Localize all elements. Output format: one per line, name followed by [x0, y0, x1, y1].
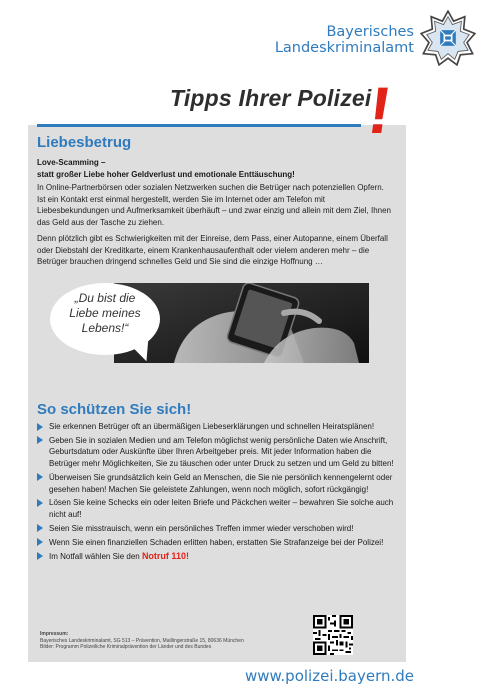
subheading: [37, 157, 392, 180]
list-item: [37, 537, 397, 549]
subheading-line1: Love-Scamming –: [37, 158, 106, 167]
bubble-line2: Liebe meines: [69, 306, 141, 320]
imprint-line1: Bayerisches Landeskriminalamt, SG 513 – Prävention, Maillingerstraße 15, 80636 München: [40, 637, 244, 644]
footer-website-link[interactable]: www.polizei.bayern.de: [244, 667, 414, 685]
imprint: [40, 631, 340, 651]
page-title: Tipps Ihrer Polizei: [170, 85, 372, 111]
subheading-line2: statt großer Liebe hoher Geldverlust und emotionale Enttäuschung!: [37, 169, 295, 179]
paragraph-2: Denn plötzlich gibt es Schwierigkeiten mit der Einreise, dem Pass, einer Autopanne, einem Überfall oder Diebstahl der Kreditkarte, einem Krankenhausaufenthalt oder vielem anderen mehr – die Betrüger brauchen dringend schnelles Geld und Sie sind die einzige Hoffnung …: [37, 234, 388, 266]
paragraph-1: In Online-Partnerbörsen oder sozialen Netzwerken suchen die Betrüger nach potenziellen Opfern. Ist ein Kontakt erst einmal hergestellt, werden Sie im Internet oder am Telefon mit Liebesbekundungen und Aufmerksamkeit überhäuft – und zwar einzig und allein mit dem Ziel, Ihnen das Geld aus der Tasche zu ziehen.: [37, 183, 391, 227]
title-divider: [37, 124, 361, 127]
arrow-bullet-icon: [37, 423, 43, 431]
org-name-line2: Landeskriminalamt: [274, 40, 414, 56]
org-name-line1: Bayerisches: [326, 24, 414, 40]
arrow-bullet-icon: [37, 436, 43, 444]
emergency-number: Notruf 110!: [141, 550, 189, 561]
arrow-bullet-icon: [37, 499, 43, 507]
section-heading-schutz: So schützen Sie sich!: [37, 401, 192, 418]
section-heading-liebesbetrug: Liebesbetrug: [37, 134, 132, 151]
speech-bubble-text: [50, 291, 160, 336]
list-item: [37, 497, 397, 520]
list-item: [37, 472, 397, 495]
bubble-line1: „Du bist die: [74, 291, 136, 305]
list-item: [37, 523, 397, 535]
list-item: [37, 421, 397, 433]
arrow-bullet-icon: [37, 552, 43, 560]
imprint-line2: Bilder: Programm Polizeiliche Kriminalprävention der Länder und des Bundes: [40, 644, 212, 650]
arrow-bullet-icon: [37, 538, 43, 546]
police-star-logo-icon: [420, 10, 476, 66]
tip-text: Überweisen Sie grundsätzlich kein Geld an Menschen, die Sie nie persönlich kennengelernt oder gesehen haben! Machen Sie geleistete Zahlungen, wenn noch möglich, sofort rückgängig!: [49, 472, 393, 494]
tip-text: Wenn Sie einen finanziellen Schaden erlitten haben, erstatten Sie Strafanzeige bei der Polizei!: [49, 537, 384, 547]
tip-text: Sie erkennen Betrüger oft an übermäßigen Liebeserklärungen und schnellen Heiratsplänen!: [49, 422, 375, 431]
tips-list: [37, 421, 397, 565]
bubble-line3: Lebens!“: [81, 321, 129, 335]
tip-text: Im Notfall wählen Sie den: [49, 551, 142, 561]
arrow-bullet-icon: [37, 473, 43, 481]
tip-text: Geben Sie in sozialen Medien und am Telefon möglichst wenig persönliche Daten wie Anschrift, Geburtsdatum oder Auskünfte über Ihren Arbeitgeber preis. Mit jeder Information haben die Betrüger mehr Möglichkeiten, Sie zu täuschen oder unter Druck zu setzen und um Geld zu bitten!: [49, 435, 394, 469]
list-item: [37, 435, 397, 470]
exclamation-mark: !: [363, 73, 397, 147]
arrow-bullet-icon: [37, 524, 43, 532]
tip-text: Seien Sie misstrauisch, wenn ein persönliches Treffen immer wieder verschoben wird!: [49, 523, 354, 533]
tip-text: Lösen Sie keine Schecks ein oder leiten Briefe und Päckchen weiter – bewahren Sie solche auch nicht auf!: [49, 498, 394, 520]
qr-code-icon[interactable]: [313, 615, 353, 655]
org-name: [275, 24, 414, 56]
imprint-label: Impressum:: [40, 631, 69, 637]
list-item: [37, 551, 397, 563]
